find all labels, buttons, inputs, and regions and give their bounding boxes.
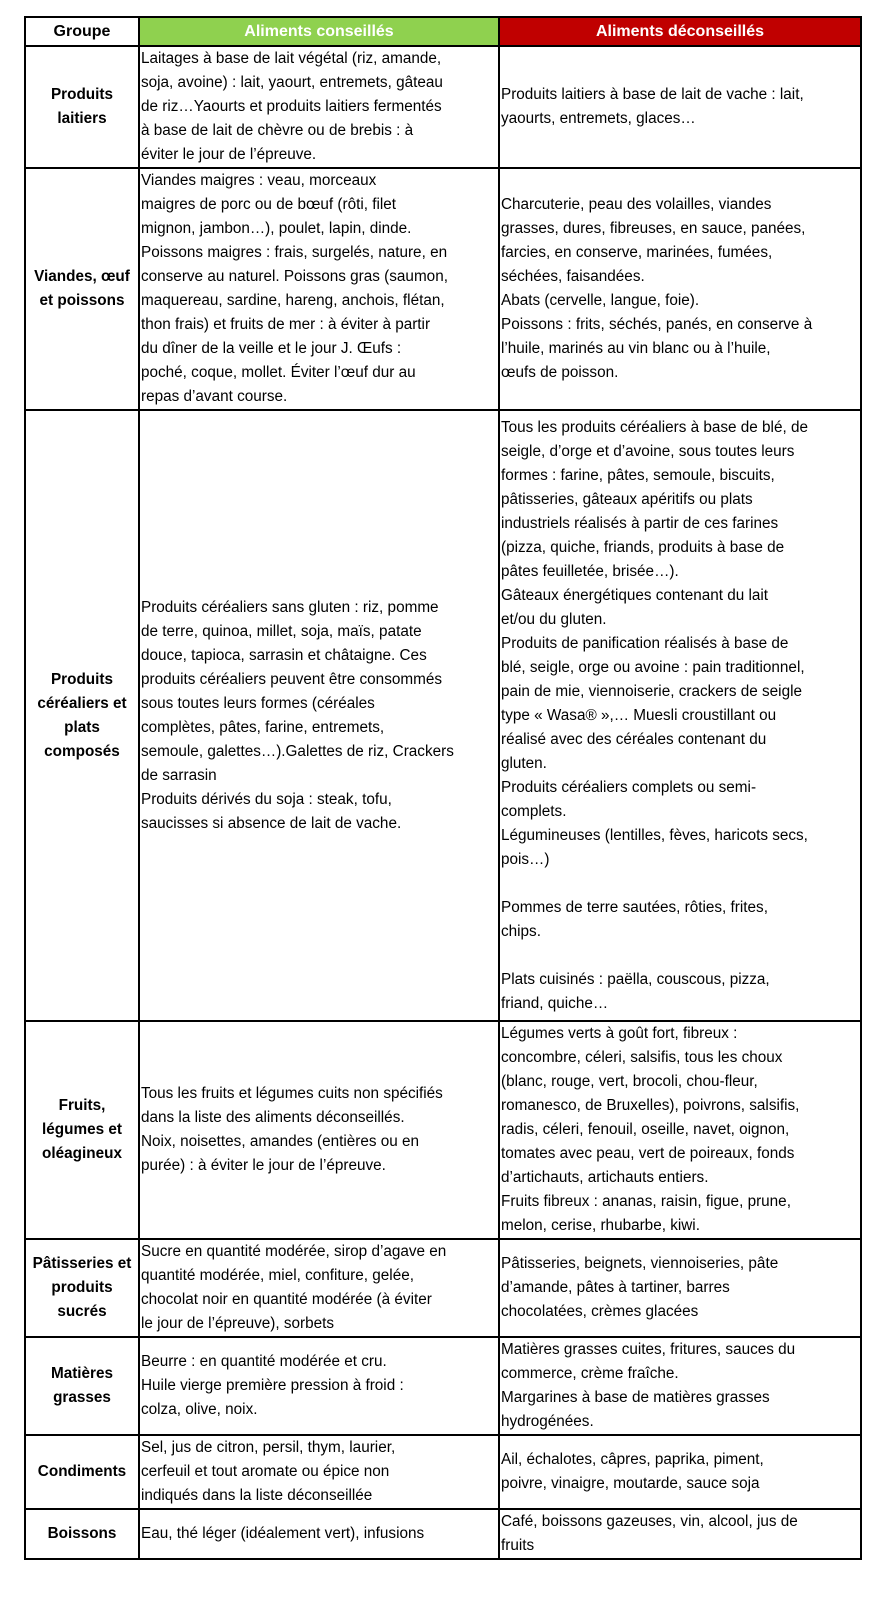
cell-line: d’artichauts, artichauts entiers.	[501, 1169, 709, 1186]
cell-line: œufs de poisson.	[501, 364, 619, 381]
cell-line: Abats (cervelle, langue, foie).	[501, 292, 700, 309]
cell-line: pois…)	[501, 850, 550, 868]
recommended-cell	[139, 1435, 499, 1509]
cell-line: pâtisseries, gâteaux apéritifs ou plats	[501, 490, 753, 508]
cell-line: Eau, thé léger (idéalement vert), infusions	[141, 1525, 425, 1542]
cell-line: et poissons	[39, 292, 125, 309]
cell-line: farcies, en conserve, marinées, fumées,	[501, 244, 773, 261]
cell-line: oléagineux	[42, 1145, 122, 1162]
cell-line: douce, tapioca, sarrasin et châtaigne. Ces	[141, 646, 427, 664]
cell-line: à base de lait de chèvre ou de brebis : à	[141, 122, 414, 139]
cell-line: commerce, crème fraîche.	[501, 1365, 679, 1382]
header-not-recommended: Aliments déconseillés	[499, 17, 861, 46]
cell-line: maigres de porc ou de bœuf (rôti, filet	[141, 196, 397, 213]
cell-line: Pâtisseries et	[32, 1255, 132, 1272]
not-recommended-cell	[499, 1239, 861, 1337]
cell-line: Légumineuses (lentilles, fèves, haricots secs,	[501, 826, 808, 844]
cell-line: poché, coque, mollet. Éviter l’œuf dur au	[141, 364, 416, 381]
table-row	[25, 1435, 861, 1509]
cell-line: Gâteaux énergétiques contenant du lait	[501, 586, 769, 604]
cell-line: laitiers	[57, 110, 107, 127]
cell-line: chocolatées, crèmes glacées	[501, 1303, 699, 1320]
cell-line: l’huile, marinés au vin blanc ou à l’huile,	[501, 340, 771, 357]
recommended-cell	[139, 1337, 499, 1435]
cell-line: de riz…Yaourts et produits laitiers fermentés	[141, 98, 442, 115]
cell-line: yaourts, entremets, glaces…	[501, 110, 696, 127]
cell-line: produits céréaliers peuvent être consommés	[141, 670, 442, 688]
cell-line: légumes et	[42, 1121, 122, 1138]
cell-line: Produits	[50, 670, 114, 688]
cell-line: Pommes de terre sautées, rôties, frites,	[501, 898, 768, 916]
cell-line: industriels réalisés à partir de ces farines	[501, 514, 779, 532]
cell-line: chocolat noir en quantité modérée (à éviter	[141, 1291, 432, 1308]
cell-line: de sarrasin	[141, 766, 217, 784]
group-cell	[25, 1239, 139, 1337]
cell-line: repas d’avant course.	[141, 388, 288, 405]
cell-line: Tous les produits céréaliers à base de blé, de	[501, 418, 808, 436]
cell-line: Pâtisseries, beignets, viennoiseries, pâte	[501, 1255, 779, 1272]
cell-line: Ail, échalotes, câpres, paprika, piment,	[501, 1451, 764, 1468]
not-recommended-cell	[499, 1509, 861, 1559]
table-row	[25, 1239, 861, 1337]
cell-line: conserve au naturel. Poissons gras (saumon,	[141, 268, 448, 285]
cell-line: blé, seigle, orge ou avoine : pain traditionnel,	[501, 658, 805, 676]
cell-line: Plats cuisinés : paëlla, couscous, pizza,	[501, 970, 770, 988]
cell-line: sucrés	[57, 1303, 107, 1320]
header-recommended: Aliments conseillés	[139, 17, 499, 46]
cell-line: radis, céleri, fenouil, oseille, navet, oignon,	[501, 1121, 790, 1138]
cell-line: Produits laitiers à base de lait de vache : lait,	[501, 86, 804, 103]
food-table-container	[24, 16, 860, 1560]
group-cell	[25, 168, 139, 410]
table-row	[25, 1021, 861, 1239]
cell-line: Huile vierge première pression à froid :	[141, 1377, 404, 1394]
cell-line: Produits céréaliers complets ou semi-	[501, 778, 757, 796]
cell-line: complètes, pâtes, farine, entremets,	[141, 718, 385, 736]
table-row	[25, 1337, 861, 1435]
cell-line: Matières grasses cuites, fritures, sauces du	[501, 1341, 796, 1358]
cell-line: Tous les fruits et légumes cuits non spécifiés	[141, 1085, 443, 1102]
cell-line: Matières	[50, 1365, 114, 1382]
cell-line: d’amande, pâtes à tartiner, barres	[501, 1279, 730, 1296]
cell-line: saucisses si absence de lait de vache.	[141, 814, 402, 832]
cell-line: Charcuterie, peau des volailles, viandes	[501, 196, 772, 213]
cell-line: formes : farine, pâtes, semoule, biscuits,	[501, 466, 775, 484]
cell-line: quantité modérée, miel, confiture, gelée,	[141, 1267, 414, 1284]
table-row	[25, 46, 861, 168]
group-cell	[25, 410, 139, 1021]
cell-line: Produits dérivés du soja : steak, tofu,	[141, 790, 392, 808]
group-cell	[25, 1337, 139, 1435]
cell-line: Viandes, œuf	[34, 268, 130, 285]
header-group: Groupe	[25, 17, 139, 46]
cell-line: séchées, faisandées.	[501, 268, 645, 285]
cell-line: semoule, galettes…).Galettes de riz, Crackers	[141, 742, 454, 760]
cell-line: friand, quiche…	[501, 994, 609, 1012]
group-cell	[25, 1509, 139, 1559]
cell-line: de terre, quinoa, millet, soja, maïs, patate	[141, 622, 422, 640]
cell-line: Sel, jus de citron, persil, thym, laurier,	[141, 1439, 396, 1456]
cell-line: Fruits fibreux : ananas, raisin, figue, prune,	[501, 1193, 791, 1210]
cell-line: Fruits,	[58, 1097, 106, 1114]
cell-line: composés	[44, 742, 120, 760]
blank-line	[501, 872, 859, 896]
cell-line: Laitages à base de lait végétal (riz, amande,	[141, 50, 442, 67]
cell-line: éviter le jour de l’épreuve.	[141, 146, 317, 163]
table-row	[25, 1509, 861, 1559]
cell-line: Condiments	[37, 1463, 127, 1480]
not-recommended-cell	[499, 1021, 861, 1239]
cell-line: le jour de l’épreuve), sorbets	[141, 1315, 335, 1332]
cell-line: pain de mie, viennoiserie, crackers de seigle	[501, 682, 802, 700]
cell-line: Margarines à base de matières grasses	[501, 1389, 770, 1406]
cell-line: pâtes feuilletée, brisée…).	[501, 562, 679, 580]
cell-line: chips.	[501, 922, 541, 940]
recommended-cell	[139, 1239, 499, 1337]
recommended-cell	[139, 1509, 499, 1559]
cell-line: poivre, vinaigre, moutarde, sauce soja	[501, 1475, 760, 1492]
blank-line	[501, 944, 859, 968]
cell-line: soja, avoine) : lait, yaourt, entremets, gâteau	[141, 74, 443, 91]
cell-line: indiqués dans la liste déconseillée	[141, 1487, 373, 1504]
recommended-cell	[139, 46, 499, 168]
cell-line: maquereau, sardine, hareng, anchois, flétan,	[141, 292, 445, 309]
cell-line: (blanc, rouge, vert, brocoli, chou-fleur,	[501, 1073, 758, 1090]
cell-line: purée) : à éviter le jour de l’épreuve.	[141, 1157, 386, 1174]
cell-line: grasses, dures, fibreuses, en sauce, panées,	[501, 220, 806, 237]
cell-line: gluten.	[501, 754, 547, 772]
cell-line: Viandes maigres : veau, morceaux	[141, 172, 377, 189]
table-body	[25, 46, 861, 1559]
group-cell	[25, 1021, 139, 1239]
cell-line: plats	[64, 718, 100, 736]
cell-line: Boissons	[47, 1525, 117, 1542]
cell-line: Produits	[50, 86, 114, 103]
table-row	[25, 410, 861, 1021]
cell-line: Noix, noisettes, amandes (entières ou en	[141, 1133, 420, 1150]
not-recommended-cell	[499, 1337, 861, 1435]
cell-line: Produits céréaliers sans gluten : riz, pomme	[141, 598, 439, 616]
cell-line: complets.	[501, 802, 567, 820]
cell-line: hydrogénées.	[501, 1413, 594, 1430]
not-recommended-cell	[499, 410, 861, 1021]
not-recommended-cell	[499, 168, 861, 410]
cell-line: réalisé avec des céréales contenant du	[501, 730, 767, 748]
cell-line: mignon, jambon…), poulet, lapin, dinde.	[141, 220, 412, 237]
cell-line: Poissons : frits, séchés, panés, en conserve à	[501, 316, 813, 333]
cell-line: sous toutes leurs formes (céréales	[141, 694, 375, 712]
cell-line: Café, boissons gazeuses, vin, alcool, jus de	[501, 1513, 798, 1530]
cell-line: Beurre : en quantité modérée et cru.	[141, 1353, 387, 1370]
cell-line: cerfeuil et tout aromate ou épice non	[141, 1463, 390, 1480]
recommended-cell	[139, 168, 499, 410]
cell-line: produits	[51, 1279, 113, 1296]
table-row	[25, 168, 861, 410]
cell-line: du dîner de la veille et le jour J. Œufs :	[141, 340, 402, 357]
cell-line: romanesco, de Bruxelles), poivrons, salsifis,	[501, 1097, 800, 1114]
not-recommended-cell	[499, 1435, 861, 1509]
cell-line: (pizza, quiche, friands, produits à base de	[501, 538, 785, 556]
cell-line: fruits	[501, 1537, 535, 1554]
cell-line: Produits de panification réalisés à base de	[501, 634, 789, 652]
group-cell	[25, 1435, 139, 1509]
group-cell	[25, 46, 139, 168]
recommended-cell	[139, 410, 499, 1021]
not-recommended-cell	[499, 46, 861, 168]
cell-line: céréaliers et	[37, 694, 127, 712]
cell-line: Sucre en quantité modérée, sirop d’agave en	[141, 1243, 447, 1260]
cell-line: colza, olive, noix.	[141, 1401, 258, 1418]
cell-line: tomates avec peau, vert de poireaux, fonds	[501, 1145, 795, 1162]
cell-line: grasses	[53, 1389, 111, 1406]
cell-line: et/ou du gluten.	[501, 610, 607, 628]
cell-line: melon, cerise, rhubarbe, kiwi.	[501, 1217, 700, 1234]
recommended-cell	[139, 1021, 499, 1239]
cell-line: Poissons maigres : frais, surgelés, nature, en	[141, 244, 448, 261]
cell-line: Légumes verts à goût fort, fibreux :	[501, 1025, 738, 1042]
cell-line: concombre, céleri, salsifis, tous les choux	[501, 1049, 783, 1066]
cell-line: type « Wasa® »,… Muesli croustillant ou	[501, 706, 777, 724]
cell-line: dans la liste des aliments déconseillés.	[141, 1109, 405, 1126]
cell-line: thon frais) et fruits de mer : à éviter à partir	[141, 316, 431, 333]
food-table	[24, 16, 862, 1560]
cell-line: seigle, d’orge et d’avoine, sous toutes leurs	[501, 442, 795, 460]
header-row	[25, 17, 861, 46]
